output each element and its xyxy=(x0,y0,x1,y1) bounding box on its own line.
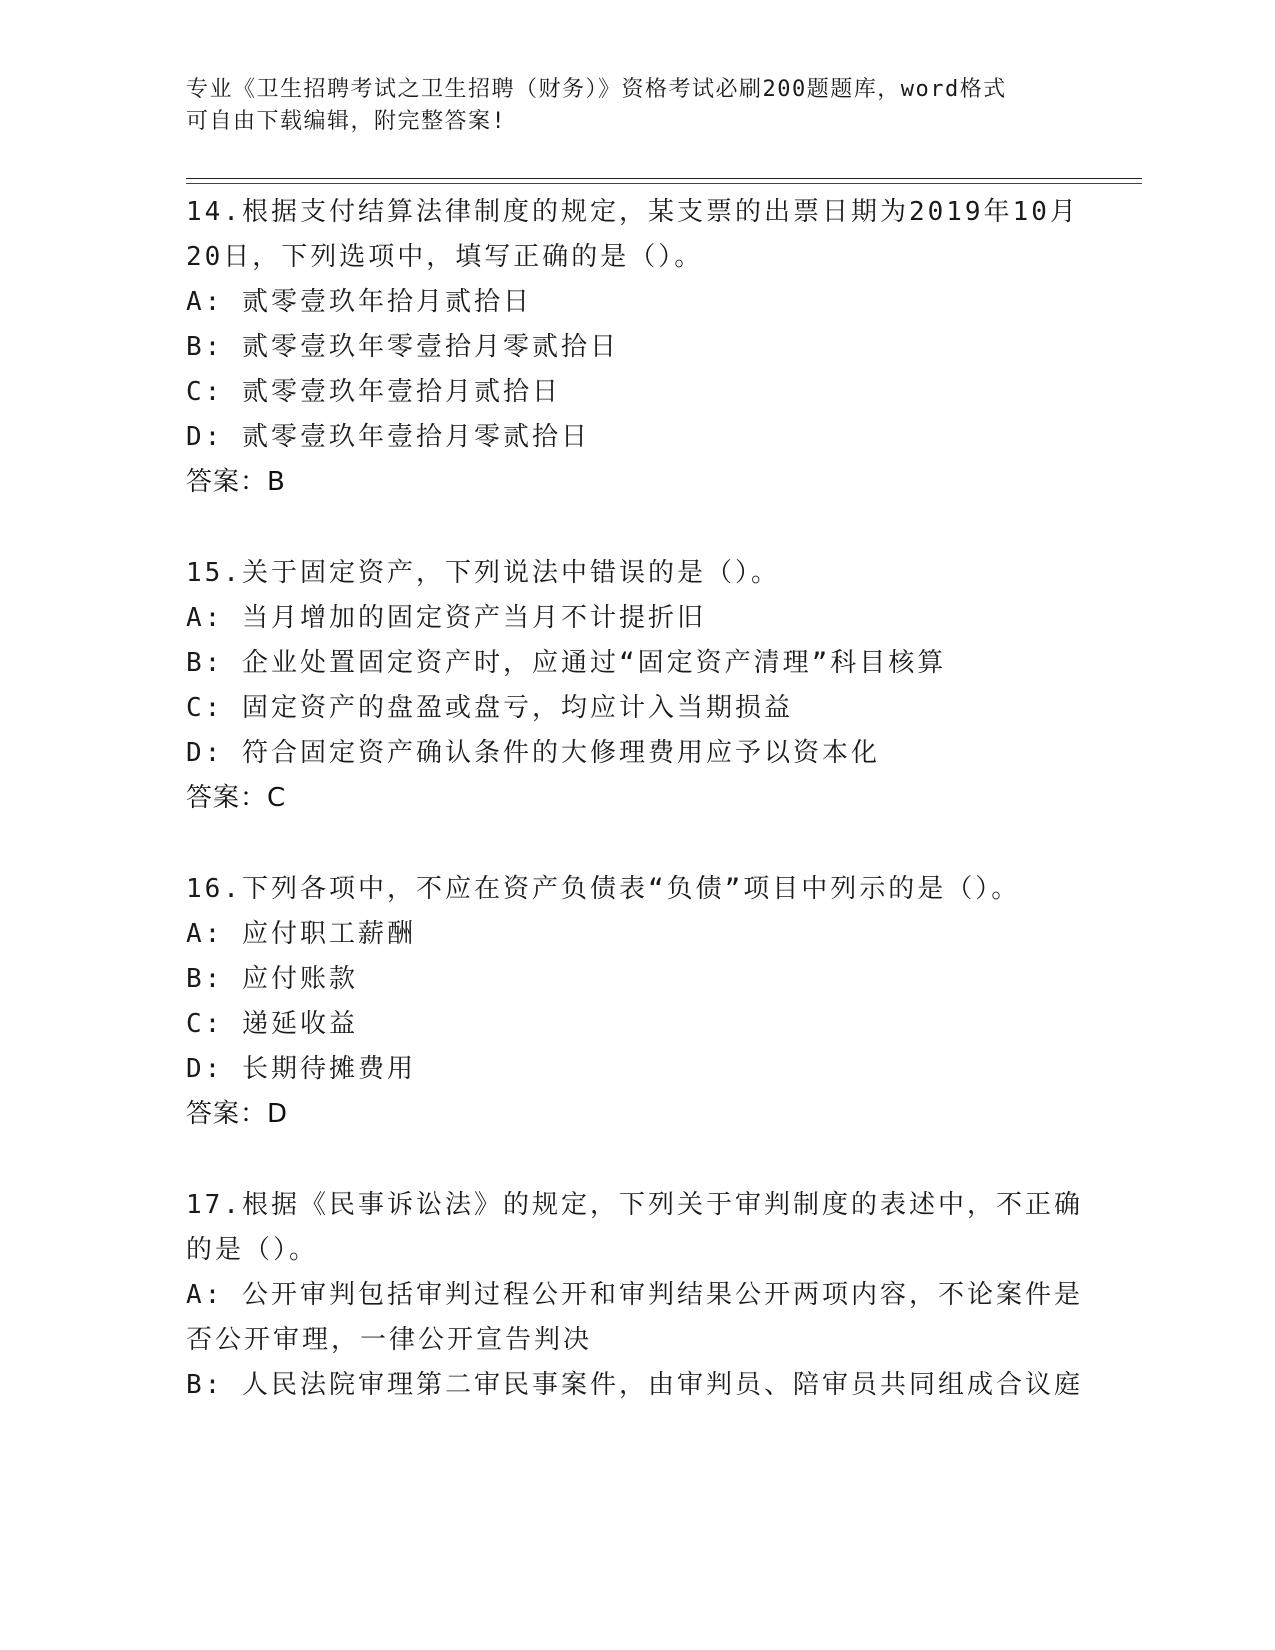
question-stem: 14.根据支付结算法律制度的规定，某支票的出票日期为2019年10月 xyxy=(186,197,1079,227)
option-d: D: 贰零壹玖年壹拾月零贰拾日 xyxy=(186,422,590,452)
question-17 xyxy=(186,1183,1086,1408)
option-b: B: 人民法院审理第二审民事案件，由审判员、陪审员共同组成合议庭 xyxy=(186,1370,1083,1400)
option-c: C: 递延收益 xyxy=(186,1009,358,1039)
option-c: C: 贰零壹玖年壹拾月贰拾日 xyxy=(186,377,561,407)
option-a: A: 当月增加的固定资产当月不计提折旧 xyxy=(186,603,706,633)
question-list xyxy=(186,190,1086,1408)
question-stem: 15.关于固定资产，下列说法中错误的是（）。 xyxy=(186,558,780,588)
option-a: A: 应付职工薪酬 xyxy=(186,919,416,949)
question-stem: 16.下列各项中，不应在资产负债表“负债”项目中列示的是（）。 xyxy=(186,874,1021,904)
question-14 xyxy=(186,190,1086,505)
question-16 xyxy=(186,867,1086,1137)
header-divider-thin xyxy=(186,183,1142,184)
option-a-continued: 否公开审理，一律公开宣告判决 xyxy=(186,1325,593,1355)
option-a: A: 公开审判包括审判过程公开和审判结果公开两项内容，不论案件是 xyxy=(186,1280,1083,1310)
option-b: B: 应付账款 xyxy=(186,964,358,994)
option-d: D: 长期待摊费用 xyxy=(186,1054,416,1084)
option-a: A: 贰零壹玖年拾月贰拾日 xyxy=(186,287,532,317)
question-stem: 的是（）。 xyxy=(186,1235,319,1265)
document-header xyxy=(186,74,1066,138)
answer-label: 答案：D xyxy=(186,1099,289,1129)
option-b: B: 企业处置固定资产时，应通过“固定资产清理”科目核算 xyxy=(186,648,947,678)
spacer xyxy=(186,821,1086,867)
option-b: B: 贰零壹玖年零壹拾月零贰拾日 xyxy=(186,332,619,362)
spacer xyxy=(186,505,1086,551)
header-line-1: 专业《卫生招聘考试之卫生招聘（财务）》资格考试必刷200题题库，word格式 xyxy=(186,77,1007,102)
header-line-2: 可自由下载编辑，附完整答案! xyxy=(186,109,507,134)
answer-label: 答案：C xyxy=(186,783,287,813)
question-stem: 17.根据《民事诉讼法》的规定，下列关于审判制度的表述中，不正确 xyxy=(186,1190,1083,1220)
header-divider-thick xyxy=(186,178,1142,179)
question-stem: 20日，下列选项中，填写正确的是（）。 xyxy=(186,242,704,272)
question-15 xyxy=(186,551,1086,821)
answer-label: 答案：B xyxy=(186,467,286,497)
option-d: D: 符合固定资产确认条件的大修理费用应予以资本化 xyxy=(186,738,880,768)
option-c: C: 固定资产的盘盈或盘亏，均应计入当期损益 xyxy=(186,693,793,723)
spacer xyxy=(186,1137,1086,1183)
